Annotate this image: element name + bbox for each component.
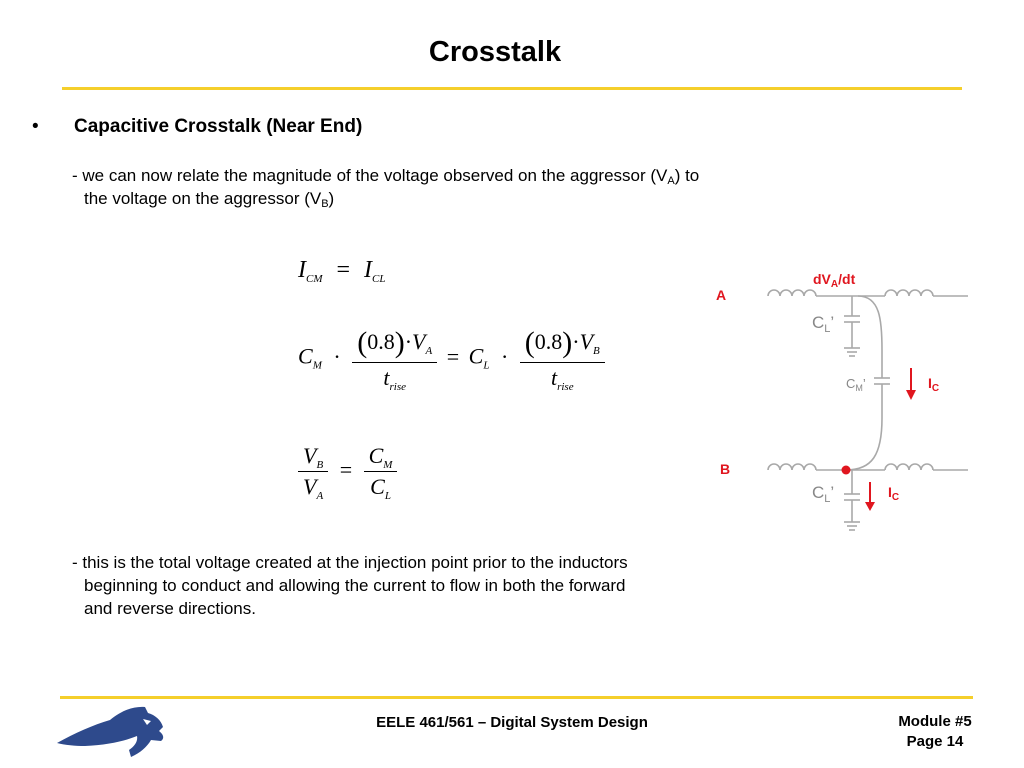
- equation-current-equality: $I_{CM} = I_{CL}$: [298, 257, 386, 285]
- label-cm: $C_M$’: [846, 376, 866, 393]
- equation-voltage-ratio: $\frac{V_B}{V_A}$ = $\frac{C_M}{C_L}$: [298, 443, 397, 500]
- page-number: Page 14: [906, 733, 964, 750]
- paragraph-line: - we can now relate the magnitude of the voltage observed on the aggressor $(V_A)$ to: [72, 166, 700, 187]
- label-cl-top: $C_L$’: [812, 313, 835, 335]
- trace-b: [768, 464, 968, 470]
- footer-course-title: EELE 461/561 – Digital System Design: [376, 714, 648, 731]
- paragraph-line: - this is the total voltage created at the injection point prior to the inductors: [72, 553, 628, 572]
- paragraph-injection: [72, 551, 628, 620]
- capacitor-cl-top: [844, 296, 860, 356]
- equation-charge-balance: $C_M$ · $\frac{(0.8)\cdot V_A}{t_{rise}}$ = $C_L$ · $\frac{(0.8)\cdot V_B}{t_{rise}}$: [298, 326, 605, 391]
- paragraph-relation: [72, 164, 699, 210]
- arrow-ic-top-icon: [906, 368, 916, 400]
- module-number: Module #5: [898, 713, 972, 730]
- fraction-aggressor: $\frac{(0.8)\cdot V_A}{t_{rise}}$: [352, 326, 437, 391]
- label-cl-bottom: $C_L$’: [812, 483, 835, 505]
- fraction-victim: $\frac{(0.8)\cdot V_B}{t_{rise}}$: [520, 326, 605, 391]
- node-label-b: B: [720, 461, 731, 477]
- footer-page-info: [880, 712, 990, 752]
- bobcat-logo-icon: [55, 703, 170, 761]
- arrow-ic-bottom-icon: [865, 482, 875, 511]
- label-ic-top: $I_C$: [928, 375, 940, 394]
- label-ic-bottom: $I_C$: [888, 484, 900, 503]
- section-heading: Capacitive Crosstalk (Near End): [74, 116, 363, 137]
- bullet-marker: •: [32, 116, 39, 137]
- dv-dt-label: $dV_A/dt$: [813, 271, 856, 290]
- trace-a: [768, 290, 968, 296]
- injection-node: [842, 466, 851, 475]
- paragraph-line: the voltage on the aggressor $(V_B)$: [84, 189, 335, 210]
- paragraph-line: and reverse directions.: [84, 599, 256, 618]
- footer-divider: [60, 696, 973, 699]
- coupling-circuit-diagram: [716, 260, 980, 550]
- title-divider: [62, 87, 962, 90]
- node-label-a: A: [716, 287, 727, 303]
- paragraph-line: beginning to conduct and allowing the current to flow in both the forward: [84, 576, 626, 595]
- capacitor-cl-bottom: [844, 470, 860, 530]
- slide-title: Crosstalk: [428, 36, 562, 68]
